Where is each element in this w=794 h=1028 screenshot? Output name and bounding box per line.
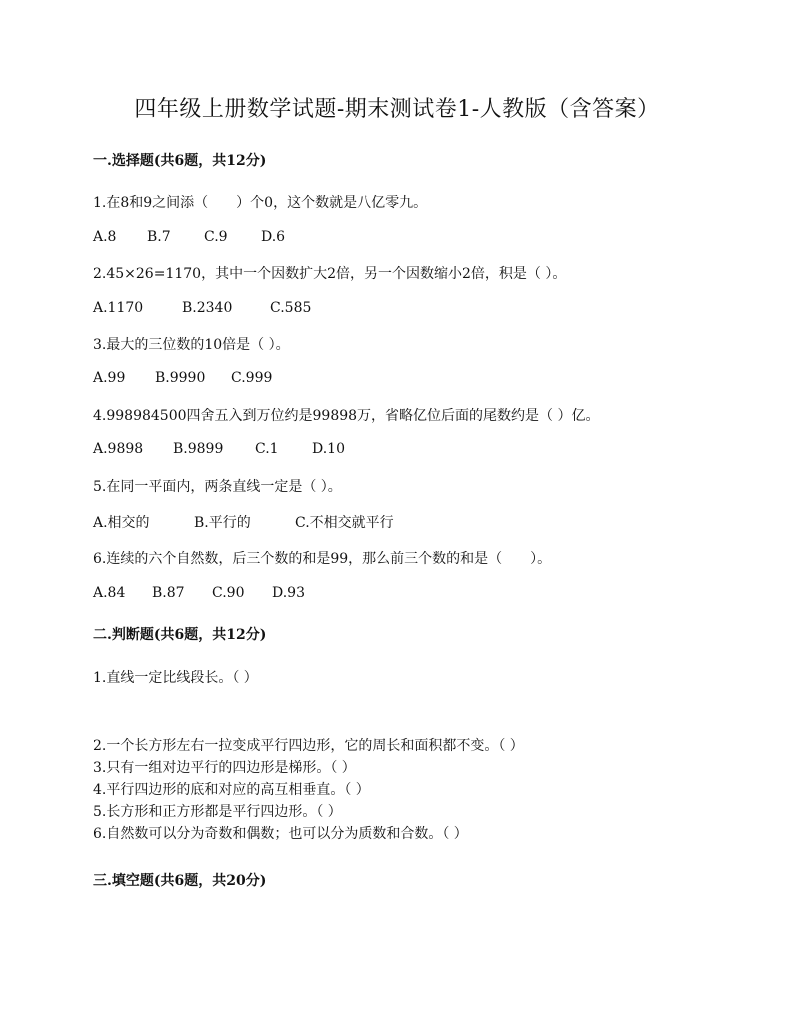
option-d: D.10 [312, 441, 345, 457]
option-c: C.999 [231, 370, 273, 386]
option-d: D.93 [272, 585, 305, 601]
judge-question-4: 4.平行四边形的底和对应的高互相垂直。（ ） [93, 782, 370, 798]
section-heading-fill: 三.填空题(共6题，共20分) [93, 873, 267, 889]
choice-question-6: 6.连续的六个自然数，后三个数的和是99，那么前三个数的和是（ ）。 [93, 551, 552, 567]
option-b: B.7 [147, 229, 171, 245]
option-c: C.90 [212, 585, 245, 601]
option-a: A.9898 [93, 441, 144, 457]
judge-question-3: 3.只有一组对边平行的四边形是梯形。（ ） [93, 760, 356, 776]
choice-question-3: 3.最大的三位数的10倍是（ ）。 [93, 337, 290, 353]
judge-question-2: 2.一个长方形左右一拉变成平行四边形，它的周长和面积都不变。（ ） [93, 738, 524, 754]
option-b: B.87 [152, 585, 185, 601]
option-d: D.6 [261, 229, 286, 245]
choice-options-3 [93, 370, 272, 386]
option-c: C.不相交就平行 [295, 515, 394, 531]
choice-question-5: 5.在同一平面内，两条直线一定是（ ）。 [93, 479, 342, 495]
choice-options-2 [93, 300, 311, 316]
option-c: C.585 [270, 300, 312, 316]
option-b: B.平行的 [194, 515, 251, 531]
choice-question-2: 2.45×26=1170，其中一个因数扩大2倍，另一个因数缩小2倍，积是（ ）。 [93, 266, 567, 282]
option-a: A.84 [93, 585, 126, 601]
option-b: B.2340 [182, 300, 233, 316]
option-a: A.1170 [93, 300, 144, 316]
option-a: A.99 [93, 370, 126, 386]
choice-question-4: 4.998984500四舍五入到万位约是99898万，省略亿位后面的尾数约是（ ）亿。 [93, 408, 600, 424]
choice-options-6 [93, 585, 305, 601]
judge-question-1: 1.直线一定比线段长。（ ） [93, 670, 258, 686]
choice-question-1: 1.在8和9之间添（ ）个0，这个数就是八亿零九。 [93, 195, 428, 211]
option-a: A.相交的 [93, 515, 150, 531]
choice-options-1 [93, 229, 285, 245]
page-title: 四年级上册数学试题-期末测试卷1-人教版（含答案） [134, 97, 660, 122]
option-c: C.1 [255, 441, 279, 457]
option-a: A.8 [93, 229, 117, 245]
judge-question-5: 5.长方形和正方形都是平行四边形。（ ） [93, 804, 342, 820]
option-c: C.9 [204, 229, 228, 245]
option-b: B.9899 [173, 441, 224, 457]
choice-options-5 [93, 512, 394, 532]
section-heading-choice: 一.选择题(共6题，共12分) [93, 153, 267, 169]
section-heading-judge: 二.判断题(共6题，共12分) [93, 627, 267, 643]
option-b: B.9990 [155, 370, 206, 386]
choice-options-4 [93, 441, 345, 457]
judge-question-6: 6.自然数可以分为奇数和偶数；也可以分为质数和合数。（ ） [93, 826, 468, 842]
